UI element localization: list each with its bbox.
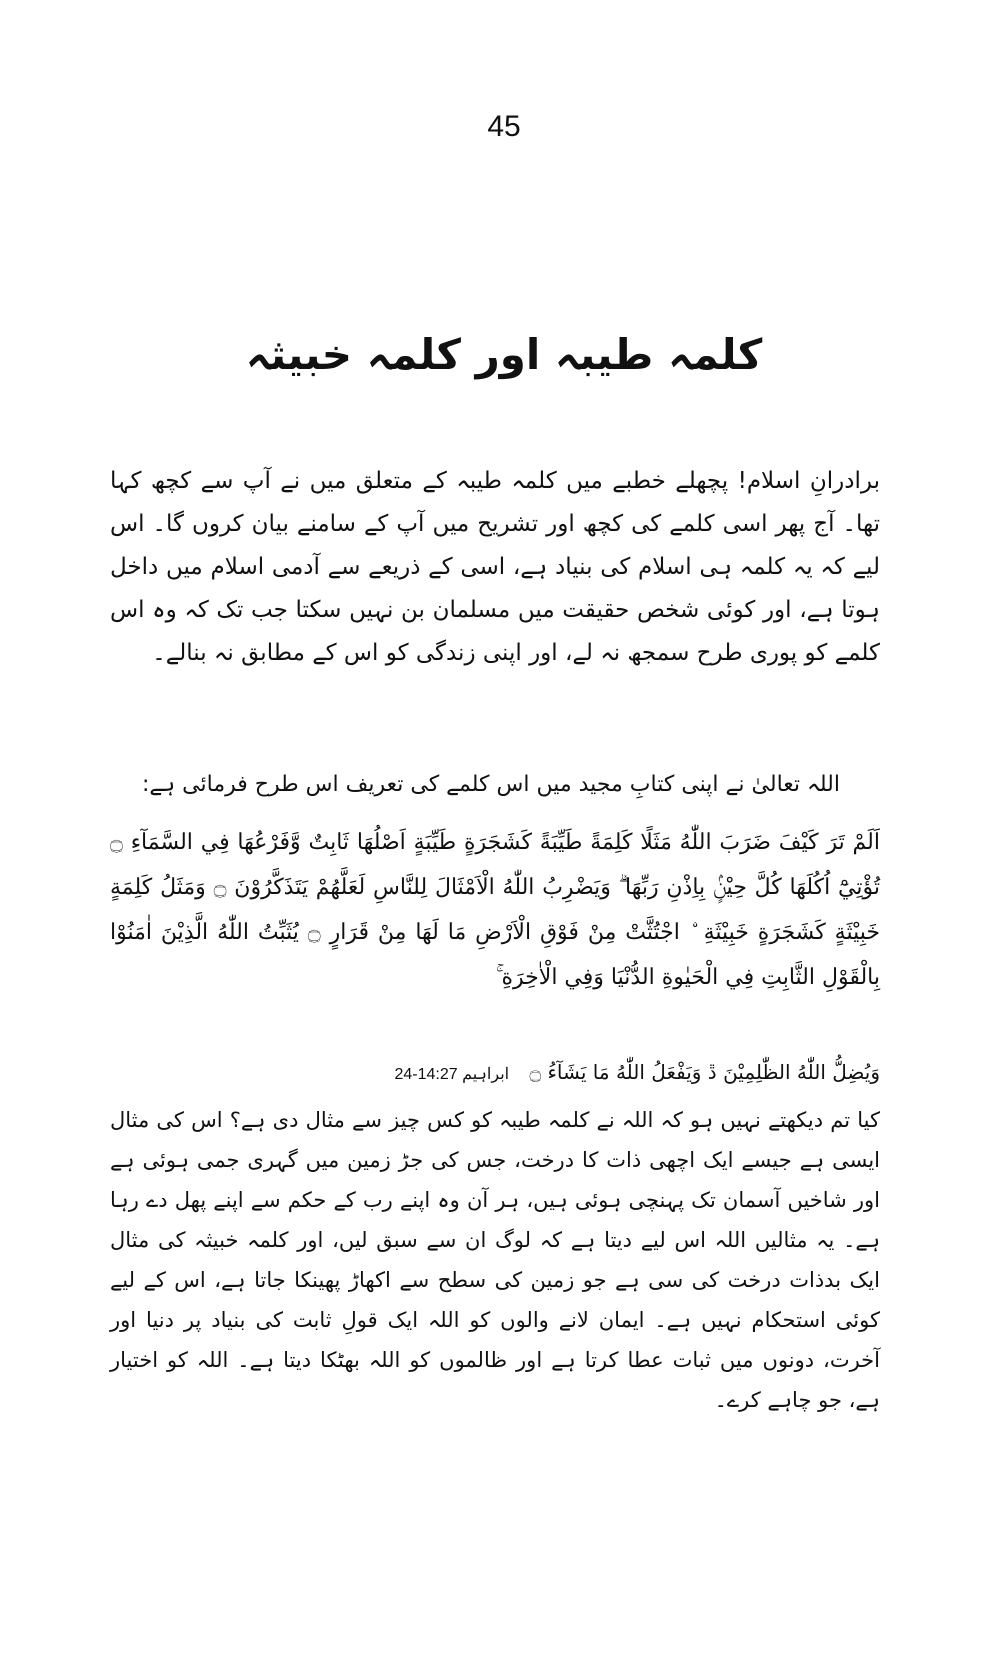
paragraph-intro: اللہ تعالیٰ نے اپنی کتابِ مجید میں اس کلمے کی تعریف اس طرح فرمائی ہے: xyxy=(142,772,840,797)
paragraph-explanation: کیا تم دیکھتے نہیں ہو کہ اللہ نے کلمہ طیبہ کو کس چیز سے مثال دی ہے؟ اس کی مثال ایسی ہے جیسے ایک اچھی ذات کا درخت، جس کی جڑ زمین میں گہری جمی ہوئی ہے اور شاخیں آسمان تک پہنچی ہوئی ہیں، ہر آن وہ اپنے رب کے حکم سے اپنے پھل دے رہا ہے۔ یہ مثالیں اللہ اس لیے دیتا ہے کہ لوگ ان سے سبق لیں، اور کلمہ خبیثہ کی مثال ایک بدذات درخت کی سی ہے جو زمین کی سطح سے اکھاڑ پھینکا جاتا ہے، اس کے لیے کوئی استحکام نہیں ہے۔ ایمان لانے والوں کو اللہ ایک قولِ ثابت کی بنیاد پر دنیا اور آخرت، دونوں میں ثبات عطا کرتا ہے اور ظالموں کو اللہ بھٹکا دیتا ہے۔ اللہ کو اختیار ہے، جو چاہے کرے۔ xyxy=(110,1108,880,1412)
quran-verse: اَلَمْ تَرَ كَيْفَ ضَرَبَ اللّٰهُ مَثَلًا كَلِمَةً طَيِّبَةً كَشَجَرَةٍ طَيِّبَةٍ اَصْلُهَا ثَابِتٌ وَّفَرْعُهَا فِي السَّمَآءِ ۝ تُؤْتِيْٓ اُكُلَهَا كُلَّ حِيْنٍۢ بِاِذْنِ رَبِّهَا ۗ وَيَضْرِبُ اللّٰهُ الْاَمْثَالَ لِلنَّاسِ لَعَلَّهُمْ يَتَذَكَّرُوْنَ ۝ وَمَثَلُ كَلِمَةٍ خَبِيْثَةٍ كَشَجَرَةٍ خَبِيْثَةِ ۨ اجْتُثَّتْ مِنْ فَوْقِ الْاَرْضِ مَا لَهَا مِنْ قَرَارٍ ۝ يُثَبِّتُ اللّٰهُ الَّذِيْنَ اٰمَنُوْا بِالْقَوْلِ الثَّابِتِ فِي الْحَيٰوةِ الدُّنْيَا وَفِي الْاٰخِرَةِ ۚ xyxy=(110,830,880,990)
chapter-title: کلمہ طیبہ اور کلمہ خبیثہ xyxy=(245,330,763,379)
page-number: 45 xyxy=(487,110,521,143)
paragraph-opening: برادرانِ اسلام! پچھلے خطبے میں کلمہ طیبہ کے متعلق میں نے آپ سے کچھ کہا تھا۔ آج پھر اسی کلمے کی کچھ اور تشریح میں آپ کے سامنے بیان کروں گا۔ اس لیے کہ یہ کلمہ ہی اسلام کی بنیاد ہے، اسی کے ذریعے سے آدمی اسلام میں داخل ہوتا ہے، اور کوئی شخص حقیقت میں مسلمان بن نہیں سکتا جب تک کہ وہ اس کلمے کو پوری طرح سمجھ نہ لے، اور اپنی زندگی کو اس کے مطابق نہ بنالے۔ xyxy=(110,468,880,666)
verse-reference: ابراہیم 14:27-24 xyxy=(394,1066,510,1083)
quran-verse-ending: وَيُضِلُّ اللّٰهُ الظّٰلِمِيْنَ ڐ وَيَفْعَلُ اللّٰهُ مَا يَشَآءُ ۝ xyxy=(529,1060,880,1084)
quran-verse-last-line xyxy=(110,1052,880,1095)
